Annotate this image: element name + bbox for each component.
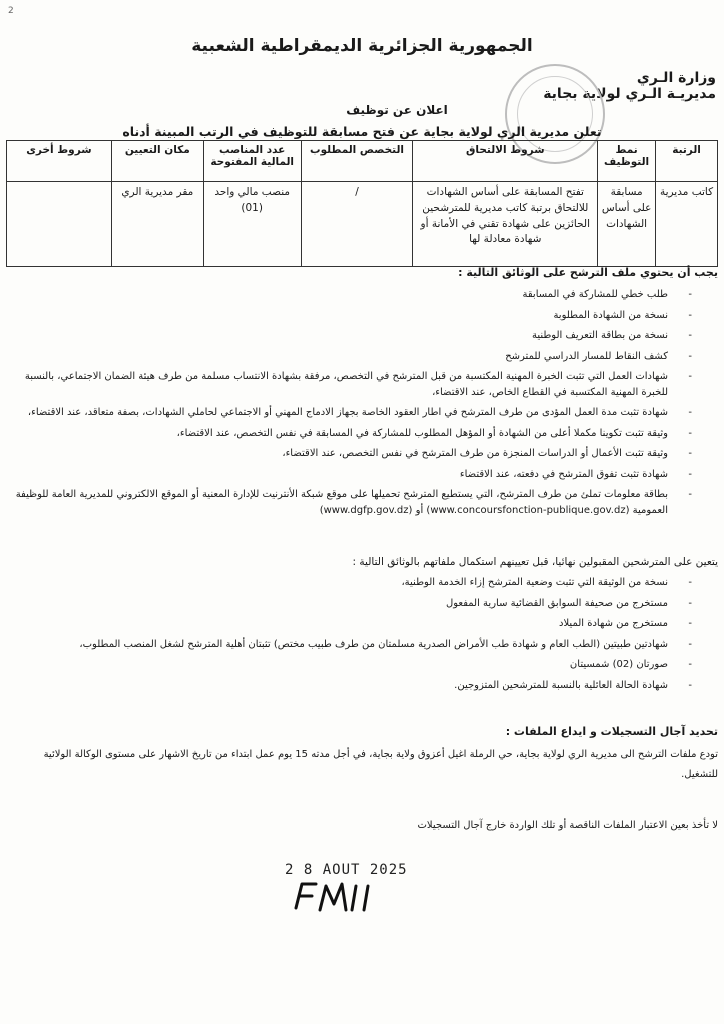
header-rank: الرتبة <box>656 141 718 182</box>
file-requirements-list <box>14 287 714 523</box>
cell-other <box>7 182 112 267</box>
list-item: - شهادة الحالة العائلية بالنسبة للمترشحين المتزوجين. <box>14 678 714 694</box>
list-item: - نسخة من بطاقة التعريف الوطنية <box>14 328 714 344</box>
cell-specialty: / <box>301 182 413 267</box>
deadline-heading: تحديد آجال التسجيلات و ايداع الملفات : <box>505 725 718 738</box>
header-conditions: شروط الالتحاق <box>413 141 598 182</box>
header-location: مكان التعيين <box>111 141 203 182</box>
header-other: شروط أخرى <box>7 141 112 182</box>
ministry-name: وزارة الـري <box>636 70 716 86</box>
list-item: - شهادة تثبت مدة العمل المؤدى من طرف المترشح في اطار العقود الخاصة بجهاز الادماج المهني أو الاجتماعي لحاملي الشهادات، بصفة متعاقد، عند الاقتضاء، <box>14 405 714 421</box>
list-item: - وثيقة تثبت تكوينا مكملا أعلى من الشهادة أو المؤهل المطلوب للمشاركة في المسابقة في نفس التخصص، عند الاقتضاء، <box>14 426 714 442</box>
cell-mode: مسابقة على أساس الشهادات <box>598 182 656 267</box>
incomplete-files-note: لا تأخذ بعين الاعتبار الملفات الناقصة أو تلك الواردة خارج آجال التسجيلات <box>417 820 718 831</box>
list-item: - مستخرج من صحيفة السوابق القضائية سارية المفعول <box>14 596 714 612</box>
list-item: - شهادتين طبيتين (الطب العام و شهادة طب الأمراض الصدرية مسلمتان من طرف طبيب مختص) تثبتان أهلية المترشح لشغل المنصب المطلوب، <box>14 637 714 653</box>
cell-conditions: تفتح المسابقة على أساس الشهادات للالتحاق برتبة كاتب مديرية للمترشحين الحائزين على شهادة تقني في الأمانة أو شهادة معادلة لها <box>413 182 598 267</box>
deadline-text: تودع ملفات الترشح الى مديرية الري لولاية بجاية، حي الرملة اغيل أعزوق ولاية بجاية، في أجل مدته 15 يوم عمل ابتداء من تاريخ الاشهار على مستوى الوكالة الولائية للتشغيل. <box>43 749 718 780</box>
file-requirements-heading: يجب أن يحتوي ملف الترشح على الوثائق التالية : <box>458 266 718 279</box>
list-item: - شهادات العمل التي تثبت الخبرة المهنية المكتسبة من قبل المترشح في التخصص، مرفقة بشهادة الانتساب مسلمة من طرف هيئة الضمان الاجتماعي، بالنسبة للخبرة المهنية المكتسبة في القطاع الخاص، عند الاقتضاء، <box>14 369 714 400</box>
table-header-row <box>7 141 718 182</box>
list-item: - بطاقة معلومات تملئ من طرف المترشح، التي يستطيع المترشح تحميلها على موقع شبكة الأنترنيت للإدارة المعنية أو الموقع الالكتروني للمديرية العامة للوظيفة العمومية (www.concoursfonction-publique.gov.dz) أو (www.dgfp.gov.dz) <box>14 487 714 518</box>
directorate-name: مديريـة الـري لولاية بجاية <box>543 86 716 102</box>
cell-rank: كاتب مديرية <box>656 182 718 267</box>
announcement-title: اعلان عن توظيف <box>346 103 448 117</box>
header-mode: نمط التوظيف <box>598 141 656 182</box>
list-item: - صورتان (02) شمسيتان <box>14 657 714 673</box>
positions-table <box>6 140 718 267</box>
cell-positions: منصب مالي واحد (01) <box>203 182 301 267</box>
republic-header: الجمهورية الجزائرية الديمقراطية الشعبية <box>191 36 533 56</box>
table-row <box>7 182 718 267</box>
list-item: - نسخة من الشهادة المطلوبة <box>14 308 714 324</box>
cell-location: مقر مديرية الري <box>111 182 203 267</box>
final-requirements-list <box>14 575 714 698</box>
final-requirements-heading: يتعين على المترشحين المقبولين نهائيا، قبل تعيينهم استكمال ملفاتهم بالوثائق التالية : <box>352 556 718 568</box>
signature-icon <box>290 878 380 914</box>
header-specialty: التخصص المطلوب <box>301 141 413 182</box>
date-stamp: 2 8 AOUT 2025 <box>285 862 408 878</box>
page-corner-mark: 2 <box>8 6 15 16</box>
list-item: - وثيقة تثبت الأعمال أو الدراسات المنجزة من طرف المترشح في نفس التخصص، عند الاقتضاء، <box>14 446 714 462</box>
list-item: - شهادة تثبت تفوق المترشح في دفعته، عند الاقتضاء <box>14 467 714 483</box>
announcement-subtitle: تعلن مديرية الري لولاية بجاية عن فتح مسابقة للتوظيف في الرتب المبينة أدناه <box>122 124 602 139</box>
list-item: - طلب خطي للمشاركة في المسابقة <box>14 287 714 303</box>
header-positions: عدد المناصب المالية المفتوحة <box>203 141 301 182</box>
list-item: - مستخرج من شهادة الميلاد <box>14 616 714 632</box>
list-item: - كشف النقاط للمسار الدراسي للمترشح <box>14 349 714 365</box>
list-item: - نسخة من الوثيقة التي تثبت وضعية المترشح إزاء الخدمة الوطنية، <box>14 575 714 591</box>
